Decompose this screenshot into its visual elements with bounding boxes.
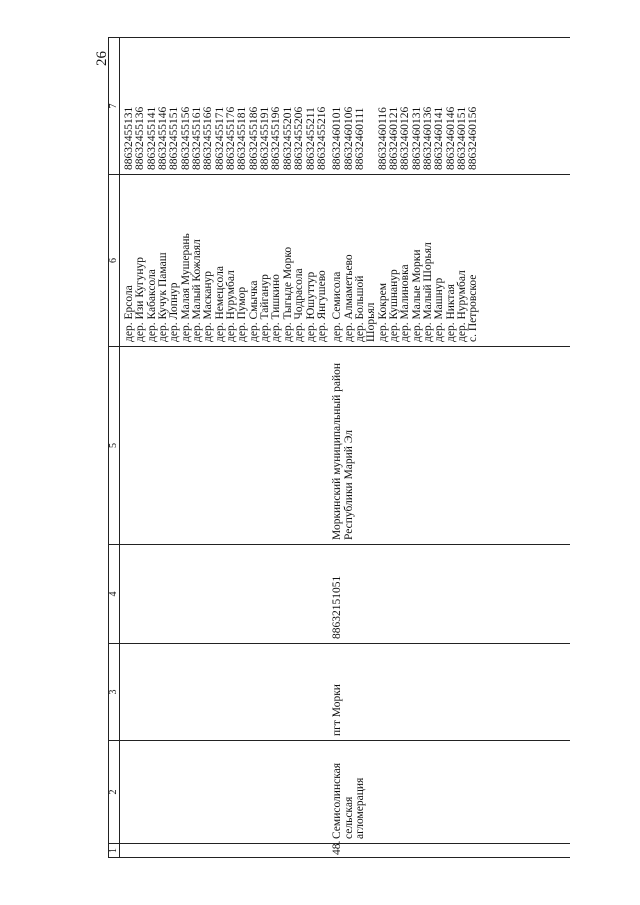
entry-settlements-cell bbox=[328, 175, 570, 347]
settlement-code: 88632455181 bbox=[236, 106, 249, 170]
settlement-name: дер. Семисола bbox=[331, 271, 344, 342]
settlement-code: 88632460131 bbox=[410, 106, 423, 170]
settlement-code: 88632455146 bbox=[157, 106, 170, 170]
settlement-code: 88632460151 bbox=[455, 106, 468, 170]
settlement-name: дер. Кучук Памаш bbox=[157, 252, 170, 342]
settlement-code: 88632460141 bbox=[433, 106, 446, 170]
settlement-name: дер. Большой bbox=[353, 275, 366, 342]
settlement-name: дер. Нурумбал bbox=[455, 270, 468, 342]
entry-settlements-list bbox=[332, 175, 479, 342]
settlement-code: 88632455186 bbox=[247, 106, 260, 170]
settlement-code: 88632455166 bbox=[202, 106, 215, 170]
continuation-row bbox=[120, 38, 329, 858]
column-number: 5 bbox=[109, 347, 120, 545]
settlement-code bbox=[366, 38, 377, 170]
cell-empty bbox=[120, 844, 329, 858]
settlement-code: 88632455161 bbox=[191, 106, 204, 170]
district-name: Моркинский муниципальный район Республики Марий Эл bbox=[331, 362, 355, 540]
settlement-code: 88632460121 bbox=[387, 106, 400, 170]
settlement-name: дер. Алмаметьево bbox=[342, 254, 355, 342]
agglomeration-name: Семисолинская сельская агломерация bbox=[331, 762, 366, 839]
settlement-code: 88632460101 bbox=[331, 106, 344, 170]
entry-codes-list bbox=[332, 38, 479, 170]
settlement-name: дер. Масканур bbox=[202, 270, 215, 342]
cell-empty bbox=[120, 347, 329, 545]
settlement-name: дер. Юшуттур bbox=[304, 271, 317, 342]
settlement-name: дер. Немецсола bbox=[213, 266, 226, 342]
settlement-code: 88632455216 bbox=[315, 106, 328, 170]
settlement-name: дер. Кокрем bbox=[376, 282, 389, 342]
settlement-code: 88632455196 bbox=[270, 106, 283, 170]
settlement-name: дер. Малиновка bbox=[399, 264, 412, 342]
page-number: 26 bbox=[94, 51, 110, 66]
center-code-cell bbox=[328, 545, 570, 644]
center-name: пгт Морки bbox=[331, 684, 344, 736]
settlement-code: 88632455191 bbox=[259, 106, 272, 170]
continuation-settlements-list bbox=[124, 175, 328, 342]
settlement-code: 88632460106 bbox=[342, 106, 355, 170]
settlement-name: дер. Тишкино bbox=[270, 274, 283, 342]
settlement-name: Шорьял bbox=[365, 302, 378, 342]
settlement-name: дер. Нурумбал bbox=[225, 270, 238, 342]
settlement-code: 88632455176 bbox=[225, 106, 238, 170]
settlement-code: 88632460126 bbox=[399, 106, 412, 170]
entry-number-cell bbox=[328, 840, 570, 858]
settlement-name: дер. Тыгыде Морко bbox=[281, 246, 294, 342]
settlement-name: дер. Кушнанур bbox=[387, 269, 400, 342]
column-number: 3 bbox=[109, 644, 120, 741]
column-number-row bbox=[109, 38, 120, 858]
settlement-code: 88632460156 bbox=[467, 106, 480, 170]
settlement-name: дер. Малая Мушерань bbox=[179, 233, 192, 342]
settlement-name: дер. Малый Кожлаял bbox=[191, 239, 204, 342]
continuation-codes-list bbox=[124, 38, 328, 170]
settlement-name: дер. Машнур bbox=[433, 277, 446, 342]
column-number: 4 bbox=[109, 545, 120, 644]
center-code: 88632151051 bbox=[331, 575, 344, 639]
settlement-code: 88632455141 bbox=[145, 106, 158, 170]
settlement-name: дер. Лопнур bbox=[168, 282, 181, 342]
settlement-code: 88632460111 bbox=[353, 107, 366, 170]
settlement-code: 88632455171 bbox=[213, 106, 226, 170]
column-number: 1 bbox=[109, 844, 120, 858]
settlement-name: дер. Изи Кугунур bbox=[134, 256, 147, 342]
settlement-name: дер. Янгушево bbox=[315, 270, 328, 342]
cell-empty bbox=[120, 741, 329, 844]
settlement-name: дер. Малый Шорьял bbox=[421, 242, 434, 342]
settlement-name: дер. Пумор bbox=[236, 286, 249, 342]
settlement-name: дер. Малые Морки bbox=[410, 249, 423, 342]
settlement-name: дер. Кабаксола bbox=[145, 269, 158, 342]
settlement-code: 88632460116 bbox=[376, 107, 389, 170]
entry-row bbox=[328, 38, 570, 858]
settlement-code: 88632455151 bbox=[168, 106, 181, 170]
column-number: 7 bbox=[109, 38, 120, 175]
continuation-settlements-cell bbox=[120, 175, 329, 347]
settlement-name: дер. Тайганур bbox=[259, 274, 272, 342]
settlement-code: 88632455156 bbox=[179, 106, 192, 170]
agglomeration-cell bbox=[328, 741, 570, 844]
agglomeration-table bbox=[108, 37, 570, 858]
column-number: 6 bbox=[109, 175, 120, 347]
district-cell bbox=[328, 347, 570, 545]
entry-number: 48. bbox=[331, 840, 344, 855]
cell-empty bbox=[120, 644, 329, 741]
settlement-code: 88632460146 bbox=[444, 106, 457, 170]
settlement-code: 88632455206 bbox=[293, 106, 306, 170]
settlement-code: 88632455211 bbox=[304, 107, 317, 170]
settlement-name: дер. Чодрасола bbox=[293, 268, 306, 342]
settlement-code: 88632455201 bbox=[281, 106, 294, 170]
continuation-codes-cell bbox=[120, 38, 329, 175]
settlement-name: дер. Смычка bbox=[247, 280, 260, 342]
settlement-code: 88632460136 bbox=[421, 106, 434, 170]
settlement-name: дер. Ерсола bbox=[123, 285, 135, 342]
settlement-code: 88632455131 bbox=[123, 106, 135, 170]
entry-codes-cell bbox=[328, 38, 570, 175]
center-cell bbox=[328, 644, 570, 741]
cell-empty bbox=[120, 545, 329, 644]
column-number: 2 bbox=[109, 741, 120, 844]
rotated-table-container bbox=[108, 38, 570, 858]
settlement-name: с. Петровское bbox=[467, 274, 480, 342]
settlement-name: дер. Никтая bbox=[444, 284, 457, 342]
settlement-code: 88632455136 bbox=[134, 106, 147, 170]
